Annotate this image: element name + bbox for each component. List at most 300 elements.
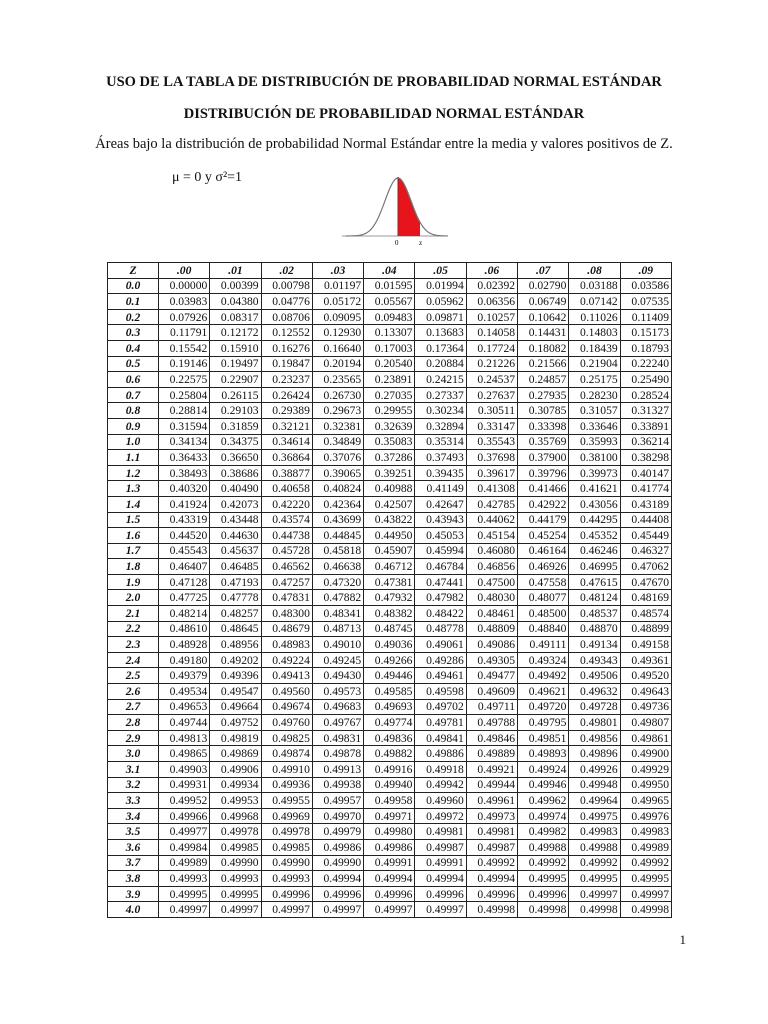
probability-cell: 0.46164 — [518, 543, 569, 559]
probability-cell: 0.49861 — [620, 730, 671, 746]
probability-cell: 0.49918 — [415, 762, 466, 778]
table-row — [108, 450, 672, 466]
probability-cell: 0.48870 — [569, 621, 620, 637]
table-row — [108, 481, 672, 497]
probability-cell: 0.48214 — [159, 606, 210, 622]
probability-cell: 0.37698 — [466, 450, 517, 466]
shaded-area — [398, 178, 420, 236]
probability-cell: 0.09483 — [364, 309, 415, 325]
probability-cell: 0.31859 — [210, 418, 261, 434]
probability-cell: 0.47257 — [261, 574, 312, 590]
z-value-cell: 2.2 — [108, 621, 159, 637]
header-z: Z — [108, 263, 159, 279]
probability-cell: 0.19847 — [261, 356, 312, 372]
header-col: .06 — [466, 263, 517, 279]
probability-cell: 0.49900 — [620, 746, 671, 762]
z-value-cell: 2.6 — [108, 684, 159, 700]
probability-cell: 0.49997 — [620, 886, 671, 902]
probability-cell: 0.49962 — [518, 793, 569, 809]
probability-cell: 0.44408 — [620, 512, 671, 528]
z-value-cell: 3.5 — [108, 824, 159, 840]
probability-cell: 0.46327 — [620, 543, 671, 559]
probability-cell: 0.10257 — [466, 309, 517, 325]
probability-cell: 0.04776 — [261, 294, 312, 310]
probability-cell: 0.45728 — [261, 543, 312, 559]
page-number: 1 — [679, 932, 686, 947]
probability-cell: 0.49995 — [518, 871, 569, 887]
probability-cell: 0.44950 — [364, 528, 415, 544]
z-value-cell: 2.8 — [108, 715, 159, 731]
probability-cell: 0.29103 — [210, 403, 261, 419]
probability-cell: 0.39435 — [415, 465, 466, 481]
probability-cell: 0.08706 — [261, 309, 312, 325]
probability-cell: 0.49952 — [159, 793, 210, 809]
probability-cell: 0.49944 — [466, 777, 517, 793]
header-col: .00 — [159, 263, 210, 279]
probability-cell: 0.49878 — [312, 746, 363, 762]
probability-cell: 0.49134 — [569, 637, 620, 653]
table-row — [108, 372, 672, 388]
probability-cell: 0.46562 — [261, 559, 312, 575]
probability-cell: 0.41774 — [620, 481, 671, 497]
probability-cell: 0.28230 — [569, 387, 620, 403]
probability-cell: 0.49674 — [261, 699, 312, 715]
probability-cell: 0.44845 — [312, 528, 363, 544]
probability-cell: 0.49446 — [364, 668, 415, 684]
probability-cell: 0.11409 — [620, 309, 671, 325]
z-value-cell: 3.2 — [108, 777, 159, 793]
probability-cell: 0.49598 — [415, 684, 466, 700]
probability-cell: 0.49224 — [261, 652, 312, 668]
probability-cell: 0.12930 — [312, 325, 363, 341]
z-value-cell: 2.4 — [108, 652, 159, 668]
probability-cell: 0.43189 — [620, 496, 671, 512]
z-value-cell: 2.3 — [108, 637, 159, 653]
probability-cell: 0.16276 — [261, 340, 312, 356]
probability-cell: 0.48382 — [364, 606, 415, 622]
probability-cell: 0.49997 — [569, 886, 620, 902]
probability-cell: 0.49560 — [261, 684, 312, 700]
probability-cell: 0.49430 — [312, 668, 363, 684]
probability-cell: 0.49979 — [312, 824, 363, 840]
probability-cell: 0.49916 — [364, 762, 415, 778]
probability-cell: 0.34614 — [261, 434, 312, 450]
probability-cell: 0.49903 — [159, 762, 210, 778]
probability-cell: 0.42220 — [261, 496, 312, 512]
probability-cell: 0.00000 — [159, 278, 210, 294]
probability-cell: 0.42647 — [415, 496, 466, 512]
probability-cell: 0.04380 — [210, 294, 261, 310]
probability-cell: 0.41621 — [569, 481, 620, 497]
probability-cell: 0.20884 — [415, 356, 466, 372]
probability-cell: 0.49396 — [210, 668, 261, 684]
probability-cell: 0.49973 — [466, 808, 517, 824]
table-row — [108, 886, 672, 902]
probability-cell: 0.06749 — [518, 294, 569, 310]
z-value-cell: 1.9 — [108, 574, 159, 590]
header-col: .09 — [620, 263, 671, 279]
probability-cell: 0.43448 — [210, 512, 261, 528]
table-row — [108, 637, 672, 653]
probability-cell: 0.24215 — [415, 372, 466, 388]
probability-cell: 0.27935 — [518, 387, 569, 403]
normal-curve-figure — [340, 166, 450, 246]
probability-cell: 0.37493 — [415, 450, 466, 466]
probability-cell: 0.49971 — [364, 808, 415, 824]
table-header-row — [108, 263, 672, 279]
probability-cell: 0.49986 — [364, 839, 415, 855]
probability-cell: 0.39617 — [466, 465, 517, 481]
probability-cell: 0.49988 — [569, 839, 620, 855]
probability-cell: 0.17724 — [466, 340, 517, 356]
probability-cell: 0.49996 — [518, 886, 569, 902]
table-row — [108, 715, 672, 731]
probability-cell: 0.49991 — [364, 855, 415, 871]
probability-cell: 0.22907 — [210, 372, 261, 388]
z-value-cell: 3.8 — [108, 871, 159, 887]
z-value-cell: 0.5 — [108, 356, 159, 372]
probability-cell: 0.42785 — [466, 496, 517, 512]
probability-cell: 0.49994 — [466, 871, 517, 887]
probability-cell: 0.15173 — [620, 325, 671, 341]
probability-cell: 0.33398 — [518, 418, 569, 434]
probability-cell: 0.49266 — [364, 652, 415, 668]
standard-normal-table — [107, 262, 672, 918]
probability-cell: 0.05567 — [364, 294, 415, 310]
z-value-cell: 4.0 — [108, 902, 159, 918]
probability-cell: 0.49036 — [364, 637, 415, 653]
probability-cell: 0.48341 — [312, 606, 363, 622]
table-row — [108, 684, 672, 700]
z-value-cell: 3.1 — [108, 762, 159, 778]
probability-cell: 0.49986 — [312, 839, 363, 855]
probability-cell: 0.25175 — [569, 372, 620, 388]
probability-cell: 0.27035 — [364, 387, 415, 403]
probability-cell: 0.32894 — [415, 418, 466, 434]
probability-cell: 0.15910 — [210, 340, 261, 356]
probability-cell: 0.49991 — [415, 855, 466, 871]
probability-cell: 0.48645 — [210, 621, 261, 637]
probability-cell: 0.34375 — [210, 434, 261, 450]
probability-cell: 0.40490 — [210, 481, 261, 497]
probability-cell: 0.49851 — [518, 730, 569, 746]
probability-cell: 0.16640 — [312, 340, 363, 356]
probability-cell: 0.45818 — [312, 543, 363, 559]
probability-cell: 0.20194 — [312, 356, 363, 372]
probability-cell: 0.49976 — [620, 808, 671, 824]
probability-cell: 0.37286 — [364, 450, 415, 466]
probability-cell: 0.49980 — [364, 824, 415, 840]
probability-cell: 0.47778 — [210, 590, 261, 606]
table-row — [108, 839, 672, 855]
probability-cell: 0.49994 — [364, 871, 415, 887]
probability-cell: 0.49981 — [415, 824, 466, 840]
probability-cell: 0.49286 — [415, 652, 466, 668]
probability-cell: 0.40320 — [159, 481, 210, 497]
probability-cell: 0.49964 — [569, 793, 620, 809]
probability-cell: 0.24857 — [518, 372, 569, 388]
probability-cell: 0.49702 — [415, 699, 466, 715]
probability-cell: 0.49929 — [620, 762, 671, 778]
probability-cell: 0.49953 — [210, 793, 261, 809]
probability-cell: 0.49993 — [159, 871, 210, 887]
probability-cell: 0.46485 — [210, 559, 261, 575]
probability-cell: 0.36650 — [210, 450, 261, 466]
table-row — [108, 356, 672, 372]
probability-cell: 0.49913 — [312, 762, 363, 778]
probability-cell: 0.48610 — [159, 621, 210, 637]
probability-cell: 0.13307 — [364, 325, 415, 341]
probability-cell: 0.44520 — [159, 528, 210, 544]
z-value-cell: 0.9 — [108, 418, 159, 434]
z-value-cell: 3.7 — [108, 855, 159, 871]
probability-cell: 0.49996 — [415, 886, 466, 902]
probability-cell: 0.08317 — [210, 309, 261, 325]
table-row — [108, 699, 672, 715]
probability-cell: 0.49997 — [312, 902, 363, 918]
probability-cell: 0.48124 — [569, 590, 620, 606]
probability-cell: 0.32639 — [364, 418, 415, 434]
distribution-parameters: μ = 0 y σ²=1 — [172, 170, 243, 185]
z-value-cell: 1.3 — [108, 481, 159, 497]
probability-cell: 0.49664 — [210, 699, 261, 715]
probability-cell: 0.21226 — [466, 356, 517, 372]
table-row — [108, 434, 672, 450]
probability-cell: 0.32121 — [261, 418, 312, 434]
probability-cell: 0.44295 — [569, 512, 620, 528]
header-col: .02 — [261, 263, 312, 279]
probability-cell: 0.49305 — [466, 652, 517, 668]
probability-cell: 0.46080 — [466, 543, 517, 559]
probability-cell: 0.49534 — [159, 684, 210, 700]
probability-cell: 0.44179 — [518, 512, 569, 528]
probability-cell: 0.14803 — [569, 325, 620, 341]
probability-cell: 0.46784 — [415, 559, 466, 575]
probability-cell: 0.49970 — [312, 808, 363, 824]
probability-cell: 0.42507 — [364, 496, 415, 512]
probability-cell: 0.49492 — [518, 668, 569, 684]
probability-cell: 0.49955 — [261, 793, 312, 809]
probability-cell: 0.47670 — [620, 574, 671, 590]
probability-cell: 0.13683 — [415, 325, 466, 341]
probability-cell: 0.49936 — [261, 777, 312, 793]
probability-cell: 0.49413 — [261, 668, 312, 684]
probability-cell: 0.49998 — [466, 902, 517, 918]
probability-cell: 0.43699 — [312, 512, 363, 528]
probability-cell: 0.48030 — [466, 590, 517, 606]
probability-cell: 0.01197 — [312, 278, 363, 294]
probability-cell: 0.28814 — [159, 403, 210, 419]
probability-cell: 0.49993 — [210, 871, 261, 887]
probability-cell: 0.49158 — [620, 637, 671, 653]
probability-cell: 0.41308 — [466, 481, 517, 497]
probability-cell: 0.03586 — [620, 278, 671, 294]
table-row — [108, 559, 672, 575]
probability-cell: 0.21566 — [518, 356, 569, 372]
probability-cell: 0.49942 — [415, 777, 466, 793]
probability-cell: 0.49807 — [620, 715, 671, 731]
probability-cell: 0.49061 — [415, 637, 466, 653]
probability-cell: 0.48745 — [364, 621, 415, 637]
probability-cell: 0.49711 — [466, 699, 517, 715]
table-row — [108, 294, 672, 310]
probability-cell: 0.49202 — [210, 652, 261, 668]
probability-cell: 0.49992 — [466, 855, 517, 871]
probability-cell: 0.49813 — [159, 730, 210, 746]
probability-cell: 0.49361 — [620, 652, 671, 668]
z-value-cell: 1.8 — [108, 559, 159, 575]
probability-cell: 0.05172 — [312, 294, 363, 310]
probability-cell: 0.49974 — [518, 808, 569, 824]
probability-cell: 0.49978 — [261, 824, 312, 840]
probability-cell: 0.26115 — [210, 387, 261, 403]
probability-cell: 0.49653 — [159, 699, 210, 715]
bell-curve — [346, 178, 448, 236]
probability-cell: 0.48422 — [415, 606, 466, 622]
probability-cell: 0.49010 — [312, 637, 363, 653]
probability-cell: 0.48500 — [518, 606, 569, 622]
probability-cell: 0.31057 — [569, 403, 620, 419]
z-value-cell: 1.0 — [108, 434, 159, 450]
probability-cell: 0.23565 — [312, 372, 363, 388]
probability-cell: 0.49950 — [620, 777, 671, 793]
table-row — [108, 902, 672, 918]
probability-cell: 0.49995 — [620, 871, 671, 887]
probability-cell: 0.47381 — [364, 574, 415, 590]
probability-cell: 0.49968 — [210, 808, 261, 824]
probability-cell: 0.02790 — [518, 278, 569, 294]
probability-cell: 0.44062 — [466, 512, 517, 528]
probability-cell: 0.49998 — [518, 902, 569, 918]
probability-cell: 0.18793 — [620, 340, 671, 356]
probability-cell: 0.23891 — [364, 372, 415, 388]
table-row — [108, 606, 672, 622]
probability-cell: 0.48983 — [261, 637, 312, 653]
probability-cell: 0.49752 — [210, 715, 261, 731]
probability-cell: 0.49995 — [569, 871, 620, 887]
probability-cell: 0.49969 — [261, 808, 312, 824]
probability-cell: 0.49960 — [415, 793, 466, 809]
probability-cell: 0.48679 — [261, 621, 312, 637]
section-heading: DISTRIBUCIÓN DE PROBABILIDAD NORMAL ESTÁNDAR — [183, 106, 585, 122]
z-value-cell: 0.0 — [108, 278, 159, 294]
probability-cell: 0.33891 — [620, 418, 671, 434]
probability-cell: 0.44630 — [210, 528, 261, 544]
probability-cell: 0.49744 — [159, 715, 210, 731]
probability-cell: 0.49324 — [518, 652, 569, 668]
probability-cell: 0.24537 — [466, 372, 517, 388]
probability-cell: 0.49997 — [261, 902, 312, 918]
probability-cell: 0.49993 — [261, 871, 312, 887]
probability-cell: 0.49643 — [620, 684, 671, 700]
probability-cell: 0.49781 — [415, 715, 466, 731]
probability-cell: 0.17364 — [415, 340, 466, 356]
probability-cell: 0.49825 — [261, 730, 312, 746]
probability-cell: 0.49938 — [312, 777, 363, 793]
probability-cell: 0.49996 — [261, 886, 312, 902]
z-value-cell: 2.9 — [108, 730, 159, 746]
table-row — [108, 652, 672, 668]
probability-cell: 0.48257 — [210, 606, 261, 622]
probability-cell: 0.32381 — [312, 418, 363, 434]
z-value-cell: 1.7 — [108, 543, 159, 559]
probability-cell: 0.26424 — [261, 387, 312, 403]
probability-cell: 0.47441 — [415, 574, 466, 590]
probability-cell: 0.49966 — [159, 808, 210, 824]
z-value-cell: 1.4 — [108, 496, 159, 512]
header-col: .01 — [210, 263, 261, 279]
probability-cell: 0.18082 — [518, 340, 569, 356]
probability-cell: 0.33147 — [466, 418, 517, 434]
probability-cell: 0.49767 — [312, 715, 363, 731]
probability-cell: 0.20540 — [364, 356, 415, 372]
probability-cell: 0.36214 — [620, 434, 671, 450]
probability-cell: 0.11026 — [569, 309, 620, 325]
probability-cell: 0.46638 — [312, 559, 363, 575]
probability-cell: 0.22575 — [159, 372, 210, 388]
table-row — [108, 777, 672, 793]
probability-cell: 0.49992 — [569, 855, 620, 871]
probability-cell: 0.12172 — [210, 325, 261, 341]
probability-cell: 0.49992 — [620, 855, 671, 871]
probability-cell: 0.46856 — [466, 559, 517, 575]
probability-cell: 0.49983 — [620, 824, 671, 840]
probability-cell: 0.35314 — [415, 434, 466, 450]
probability-cell: 0.07535 — [620, 294, 671, 310]
probability-cell: 0.49910 — [261, 762, 312, 778]
probability-cell: 0.49996 — [364, 886, 415, 902]
probability-cell: 0.36433 — [159, 450, 210, 466]
table-row — [108, 465, 672, 481]
probability-cell: 0.43056 — [569, 496, 620, 512]
probability-cell: 0.03983 — [159, 294, 210, 310]
table-row — [108, 730, 672, 746]
z-value-cell: 0.1 — [108, 294, 159, 310]
table-row — [108, 746, 672, 762]
probability-cell: 0.40988 — [364, 481, 415, 497]
probability-cell: 0.49846 — [466, 730, 517, 746]
probability-cell: 0.48928 — [159, 637, 210, 653]
probability-cell: 0.45352 — [569, 528, 620, 544]
probability-cell: 0.02392 — [466, 278, 517, 294]
probability-cell: 0.47500 — [466, 574, 517, 590]
probability-cell: 0.49934 — [210, 777, 261, 793]
probability-cell: 0.07926 — [159, 309, 210, 325]
probability-cell: 0.49585 — [364, 684, 415, 700]
probability-cell: 0.45543 — [159, 543, 210, 559]
z-value-cell: 2.5 — [108, 668, 159, 684]
probability-cell: 0.49801 — [569, 715, 620, 731]
probability-cell: 0.49921 — [466, 762, 517, 778]
probability-cell: 0.49760 — [261, 715, 312, 731]
probability-cell: 0.40824 — [312, 481, 363, 497]
probability-cell: 0.48956 — [210, 637, 261, 653]
probability-cell: 0.49985 — [261, 839, 312, 855]
probability-cell: 0.48461 — [466, 606, 517, 622]
probability-cell: 0.47320 — [312, 574, 363, 590]
probability-cell: 0.48077 — [518, 590, 569, 606]
probability-cell: 0.45637 — [210, 543, 261, 559]
probability-cell: 0.43822 — [364, 512, 415, 528]
probability-cell: 0.49982 — [518, 824, 569, 840]
z-value-cell: 0.2 — [108, 309, 159, 325]
probability-cell: 0.49379 — [159, 668, 210, 684]
z-value-cell: 3.3 — [108, 793, 159, 809]
probability-cell: 0.49343 — [569, 652, 620, 668]
header-col: .08 — [569, 263, 620, 279]
probability-cell: 0.49180 — [159, 652, 210, 668]
z-value-cell: 0.8 — [108, 403, 159, 419]
